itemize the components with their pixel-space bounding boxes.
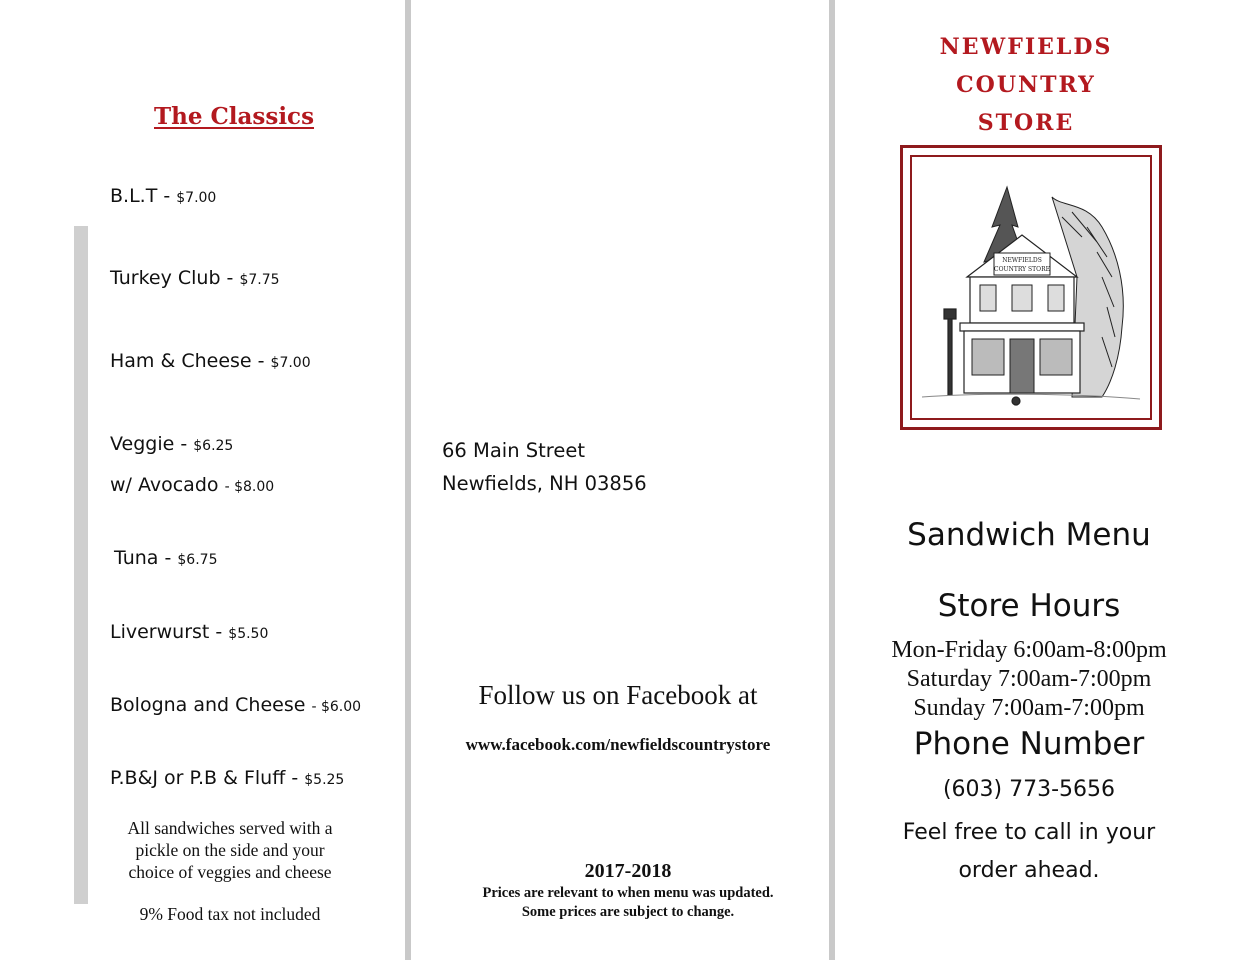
disclaimer-line: Prices are relevant to when menu was updated. xyxy=(482,885,774,901)
facebook-follow-text: Follow us on Facebook at xyxy=(478,680,758,710)
menu-title: Sandwich Menu xyxy=(907,517,1151,553)
menu-item-name: B.L.T - xyxy=(110,185,177,207)
sketch-sign-line: COUNTRY STORE xyxy=(994,266,1050,273)
menu-item-price: - $6.00 xyxy=(311,699,362,715)
menu-item-name: P.B&J or P.B & Fluff - xyxy=(110,767,305,789)
hours-line: Mon-Friday 6:00am-8:00pm xyxy=(891,637,1167,663)
hours-line: Saturday 7:00am-7:00pm xyxy=(906,666,1152,692)
menu-item-price: $7.00 xyxy=(270,355,311,371)
menu-item-name: Liverwurst - xyxy=(110,621,229,643)
menu-item-price: $7.75 xyxy=(239,272,280,288)
menu-item-price: $7.00 xyxy=(176,190,217,206)
menu-item-name: Tuna - xyxy=(114,547,178,569)
menu-item-name: Bologna and Cheese xyxy=(110,694,312,716)
address-line-2: Newfields, NH 03856 xyxy=(442,472,647,495)
menu-item xyxy=(110,350,311,372)
menu-item-price: $6.75 xyxy=(177,552,218,568)
store-name-line: NEWFIELDS xyxy=(939,34,1113,60)
classics-title: The Classics xyxy=(154,103,315,130)
price-disclaimer xyxy=(412,884,844,922)
menu-item xyxy=(110,694,361,716)
call-ahead-line: order ahead. xyxy=(958,858,1100,883)
store-name-line: STORE xyxy=(977,110,1075,136)
menu-item-name: Turkey Club - xyxy=(110,267,240,289)
menu-item xyxy=(110,621,268,643)
menu-item xyxy=(114,547,217,569)
store-sketch-frame xyxy=(900,145,1162,430)
menu-item-name: Veggie - xyxy=(110,433,194,455)
menu-item xyxy=(110,267,280,289)
menu-item xyxy=(110,474,274,496)
store-sketch xyxy=(910,155,1152,420)
store-hours-title: Store Hours xyxy=(937,588,1121,624)
menu-item xyxy=(110,433,233,455)
menu-item-name: w/ Avocado xyxy=(110,474,225,496)
serving-note-line: pickle on the side and your xyxy=(135,840,325,860)
menu-item xyxy=(110,185,216,207)
menu-year: 2017-2018 xyxy=(584,860,672,882)
panel-divider-right xyxy=(829,0,835,960)
panel-divider-left xyxy=(405,0,411,960)
address-line-1: 66 Main Street xyxy=(442,439,586,462)
menu-item-price: $6.25 xyxy=(193,438,234,454)
tax-note: 9% Food tax not included xyxy=(139,904,321,924)
sketch-sign-line: NEWFIELDS xyxy=(1002,257,1042,264)
facebook-url: www.facebook.com/newfieldscountrystore xyxy=(465,735,771,754)
phone-number: (603) 773-5656 xyxy=(942,777,1116,802)
disclaimer-line: Some prices are subject to change. xyxy=(521,904,735,920)
menu-item-price: $5.25 xyxy=(304,772,345,788)
menu-item-name: Ham & Cheese - xyxy=(110,350,271,372)
call-ahead-note xyxy=(870,814,1188,890)
serving-note-line: choice of veggies and cheese xyxy=(128,862,332,882)
serving-note-line: All sandwiches served with a xyxy=(127,818,333,838)
store-name-line: COUNTRY xyxy=(956,72,1096,98)
phone-title: Phone Number xyxy=(913,726,1145,762)
serving-note xyxy=(105,817,355,883)
store-hours xyxy=(870,636,1188,723)
menu-item xyxy=(110,767,344,789)
store-building-sketch xyxy=(912,157,1150,418)
hours-line: Sunday 7:00am-7:00pm xyxy=(913,695,1145,721)
store-name xyxy=(920,28,1132,142)
menu-item-price: - $8.00 xyxy=(224,479,275,495)
menu-item-price: $5.50 xyxy=(228,626,269,642)
call-ahead-line: Feel free to call in your xyxy=(902,820,1156,845)
left-accent-bar xyxy=(74,226,88,904)
